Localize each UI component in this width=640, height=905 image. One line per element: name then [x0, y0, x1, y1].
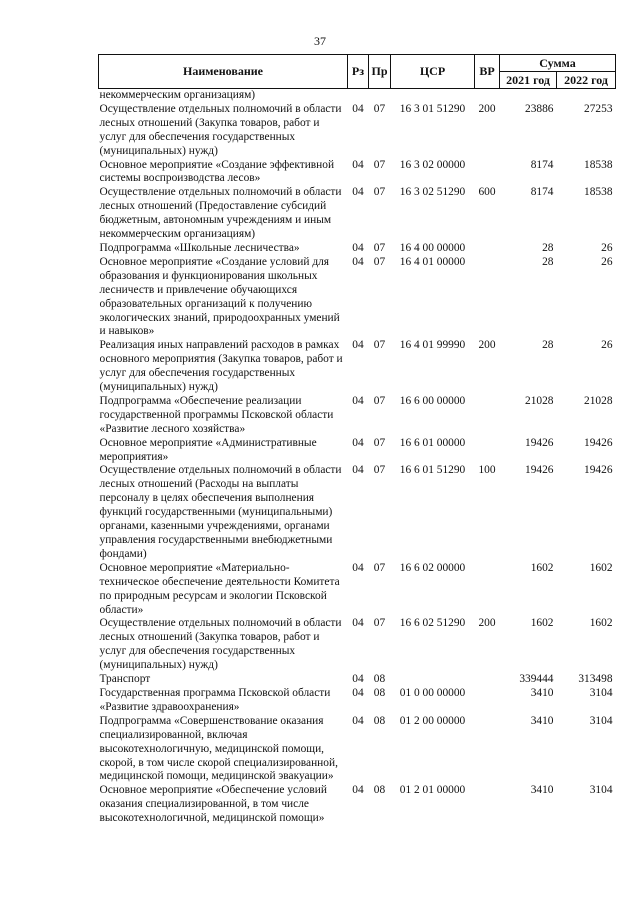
cell-pr: 07 [373, 394, 386, 407]
cell-2022: 18538 [584, 158, 613, 171]
cell-pr: 07 [373, 241, 386, 254]
cell-name: Реализация иных направлений расходов в рамках основного мероприятия (Закупка товаров, работ и услуг для обеспечения государственных (муниципальных) нужд) [99, 339, 343, 394]
cell-name: Подпрограмма «Обеспечение реализации государственной программы Псковской области «Развитие лесного хозяйства» [99, 394, 334, 435]
cell-vr: 200 [478, 617, 496, 630]
cell-csr: 16 3 02 51290 [399, 186, 466, 199]
cell-2022: 3104 [589, 784, 613, 797]
cell-rz: 04 [352, 673, 364, 686]
table-header [99, 55, 616, 89]
cell-pr: 08 [373, 673, 386, 686]
cell-vr: 200 [478, 339, 496, 352]
cell-rz: 04 [352, 464, 364, 477]
table-row [99, 673, 616, 687]
cell-rz: 04 [352, 714, 364, 727]
cell-pr: 07 [373, 561, 386, 574]
cell-csr: 16 4 01 99990 [399, 339, 466, 352]
cell-vr [475, 715, 500, 785]
cell-csr: 01 0 00 00000 [399, 686, 466, 699]
cell-2022: 26 [601, 241, 613, 254]
cell-csr: 01 2 00 00000 [399, 714, 466, 727]
table-row [99, 562, 616, 618]
page-number: 37 [314, 34, 326, 48]
cell-vr [475, 89, 500, 103]
cell-2022 [557, 89, 616, 103]
cell-2021: 21028 [525, 394, 554, 407]
cell-2022: 1602 [589, 561, 613, 574]
cell-2022: 27253 [584, 102, 613, 115]
cell-pr: 08 [373, 784, 386, 797]
header-csr: ЦСР [391, 55, 475, 89]
table-row [99, 103, 616, 159]
cell-vr [475, 784, 500, 826]
cell-vr [475, 437, 500, 465]
cell-rz: 04 [352, 241, 364, 254]
cell-2022: 19426 [584, 464, 613, 477]
cell-vr [475, 562, 500, 618]
table-row [99, 464, 616, 561]
cell-2021: 3410 [530, 686, 554, 699]
cell-2022: 18538 [584, 186, 613, 199]
cell-name: Основное мероприятие «Создание эффективной системы воспроизводства лесов» [99, 158, 335, 185]
cell-rz [348, 89, 369, 103]
table-row [99, 617, 616, 673]
table-body [99, 89, 616, 827]
cell-2022: 3104 [589, 686, 613, 699]
cell-2021: 28 [542, 241, 554, 254]
cell-2021: 339444 [519, 673, 554, 686]
cell-vr: 100 [478, 464, 496, 477]
table-row [99, 687, 616, 715]
cell-2022: 313498 [578, 673, 613, 686]
header-pr: Пр [369, 55, 391, 89]
cell-name: Подпрограмма «Школьные лесничества» [99, 241, 300, 254]
cell-name: Государственная программа Псковской области «Развитие здравоохранения» [99, 686, 331, 713]
cell-csr: 01 2 01 00000 [399, 784, 466, 797]
cell-csr: 16 6 00 00000 [399, 394, 466, 407]
table-row [99, 784, 616, 826]
cell-name: Основное мероприятие «Создание условий для образования и функционирования школьных лесничеств и привлечение обучающихся образовательных организаций к получению экологических знаний, природоохранных умений и навыков» [99, 255, 340, 338]
cell-rz: 04 [352, 436, 364, 449]
table-row [99, 256, 616, 339]
cell-2022: 26 [601, 255, 613, 268]
cell-2021: 8174 [530, 186, 554, 199]
cell-2022: 3104 [589, 714, 613, 727]
table-row [99, 242, 616, 256]
cell-rz: 04 [352, 686, 364, 699]
cell-csr [391, 673, 475, 687]
cell-2021 [500, 89, 557, 103]
cell-csr: 16 3 01 51290 [399, 102, 466, 115]
cell-2022: 26 [601, 339, 613, 352]
table-row [99, 395, 616, 437]
cell-name: Основное мероприятие «Обеспечение условий оказания специализированной, в том числе высокотехнологичной, медицинской помощи» [99, 784, 327, 825]
cell-pr: 07 [373, 186, 386, 199]
cell-name: Транспорт [99, 673, 151, 686]
table-row [99, 339, 616, 395]
cell-name: Осуществление отдельных полномочий в области лесных отношений (Закупка товаров, работ и услуг для обеспечения государственных (муниципальных) нужд) [99, 102, 342, 157]
cell-name: Осуществление отдельных полномочий в области лесных отношений (Предоставление субсидий бюджетным, автономным учреждениям и иным некоммерческим организациям) [99, 186, 342, 241]
cell-2021: 19426 [525, 464, 554, 477]
cell-name: Подпрограмма «Совершенствование оказания специализированной, включая высокотехнологичную, медицинской помощи, скорой, в том числе скорой специализированной, медицинской помощи, медицинской эвакуации» [99, 714, 338, 783]
table-row [99, 89, 616, 103]
cell-rz: 04 [352, 617, 364, 630]
cell-2022: 1602 [589, 617, 613, 630]
cell-2021: 3410 [530, 714, 554, 727]
cell-csr: 16 6 01 51290 [399, 464, 466, 477]
cell-pr: 07 [373, 617, 386, 630]
cell-rz: 04 [352, 784, 364, 797]
cell-csr: 16 6 02 51290 [399, 617, 466, 630]
cell-2021: 28 [542, 339, 554, 352]
header-vr: ВР [475, 55, 500, 89]
cell-vr [475, 256, 500, 339]
cell-vr [475, 242, 500, 256]
cell-vr: 200 [478, 102, 496, 115]
cell-csr: 16 4 01 00000 [399, 255, 466, 268]
cell-pr [369, 89, 391, 103]
cell-2021: 23886 [525, 102, 554, 115]
cell-name: Основное мероприятие «Административные мероприятия» [99, 436, 317, 463]
cell-csr [391, 89, 475, 103]
cell-vr [475, 395, 500, 437]
header-name: Наименование [99, 55, 348, 89]
cell-pr: 08 [373, 714, 386, 727]
cell-rz: 04 [352, 102, 364, 115]
cell-2021: 1602 [530, 561, 554, 574]
cell-pr: 07 [373, 464, 386, 477]
cell-vr [475, 159, 500, 187]
cell-csr: 16 4 00 00000 [399, 241, 466, 254]
cell-2022: 21028 [584, 394, 613, 407]
header-rz: Рз [348, 55, 369, 89]
cell-vr [475, 687, 500, 715]
cell-2021: 28 [542, 255, 554, 268]
header-sum: Сумма [500, 55, 616, 72]
cell-rz: 04 [352, 158, 364, 171]
table-row [99, 159, 616, 187]
cell-rz: 04 [352, 186, 364, 199]
table-row [99, 715, 616, 785]
cell-pr: 07 [373, 102, 386, 115]
table-row [99, 437, 616, 465]
cell-csr: 16 6 02 00000 [399, 561, 466, 574]
header-year-2021: 2021 год [500, 72, 557, 89]
cell-2022: 19426 [584, 436, 613, 449]
cell-pr: 07 [373, 158, 386, 171]
cell-2021: 3410 [530, 784, 554, 797]
cell-pr: 07 [373, 436, 386, 449]
table-row [99, 186, 616, 242]
cell-pr: 08 [373, 686, 386, 699]
cell-rz: 04 [352, 255, 364, 268]
cell-rz: 04 [352, 394, 364, 407]
cell-name: Осуществление отдельных полномочий в области лесных отношений (Расходы на выплаты персоналу в целях обеспечения выполнения функций государственными (муниципальными) органами, казенными учреждениями, органами управления государственными внебюджетными фондами) [99, 464, 342, 560]
cell-pr: 07 [373, 255, 386, 268]
cell-2021: 19426 [525, 436, 554, 449]
budget-table [98, 54, 616, 826]
cell-vr [475, 673, 500, 687]
cell-csr: 16 3 02 00000 [399, 158, 466, 171]
cell-vr: 600 [478, 186, 496, 199]
cell-csr: 16 6 01 00000 [399, 436, 466, 449]
cell-name: Осуществление отдельных полномочий в области лесных отношений (Закупка товаров, работ и услуг для обеспечения государственных (муниципальных) нужд) [99, 617, 342, 672]
cell-rz: 04 [352, 561, 364, 574]
cell-name: Основное мероприятие «Материально-техническое обеспечение деятельности Комитета по природным ресурсам и экологии Псковской области» [99, 561, 340, 616]
cell-pr: 07 [373, 339, 386, 352]
cell-name: некоммерческим организациям) [99, 89, 256, 101]
cell-2021: 1602 [530, 617, 554, 630]
header-year-2022: 2022 год [557, 72, 616, 89]
cell-rz: 04 [352, 339, 364, 352]
cell-2021: 8174 [530, 158, 554, 171]
